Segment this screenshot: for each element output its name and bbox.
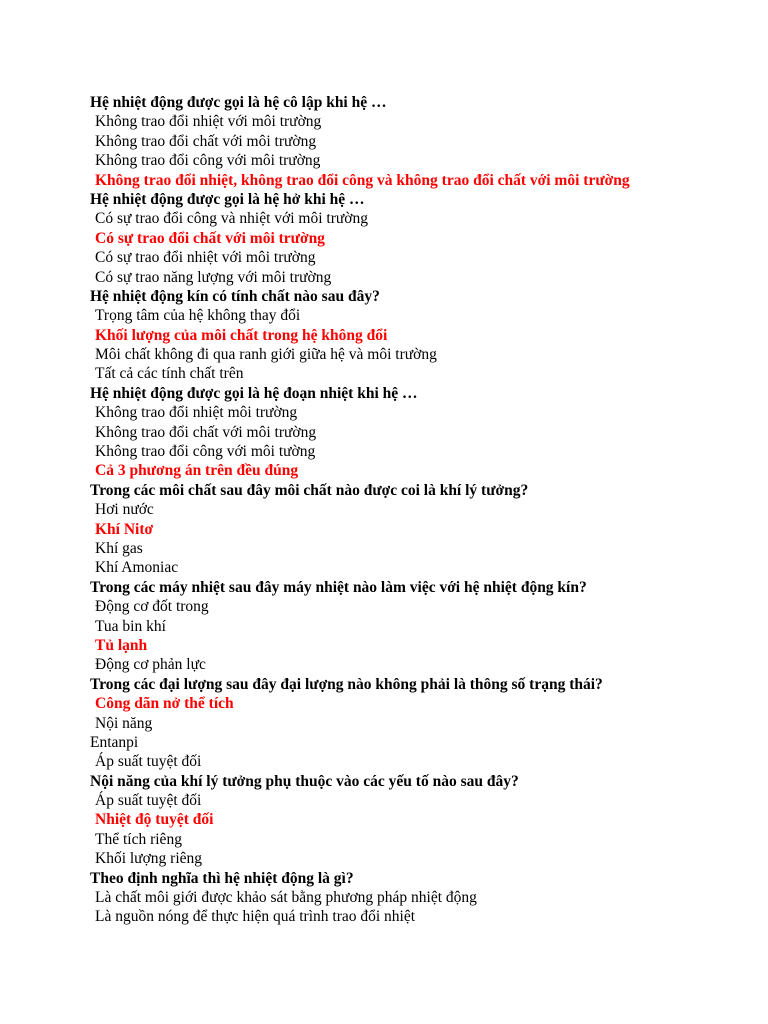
answer-option: Entanpi [90,733,139,751]
correct-answer: Có sự trao đổi chất với môi trường [95,229,325,247]
answer-option: Áp suất tuyệt đối [95,792,202,810]
answer-option: Không trao đổi chất với môi trường [95,423,317,441]
correct-answer: Cả 3 phương án trên đều đúng [95,462,299,480]
answer-option: Tua bin khí [95,617,166,635]
correct-answer: Khối lượng của môi chất trong hệ không đổi [95,326,388,344]
question-7: Trong các đại lượng sau đây đại lượng nào không phải là thông số trạng thái? [90,675,603,693]
answer-option: Không trao đổi chất với môi trường [95,132,317,150]
answer-option: Không trao đổi công với môi tường [95,443,316,461]
question-2: Hệ nhiệt động được gọi là hệ hở khi hệ … [90,190,365,208]
answer-option: Trọng tâm của hệ không thay đổi [95,307,301,325]
question-5: Trong các môi chất sau đây môi chất nào được coi là khí lý tưởng? [90,481,529,499]
answer-option: Là nguồn nóng để thực hiện quá trình trao đổi nhiệt [95,908,416,926]
answer-option: Không trao đổi công với môi trường [95,152,321,170]
correct-answer: Khí Nitơ [95,520,154,538]
answer-option: Tất cả các tính chất trên [95,365,244,383]
correct-answer: Công dãn nở thể tích [95,695,234,713]
answer-option: Khí Amoniac [95,559,179,577]
answer-option: Hơi nước [95,501,154,519]
question-1: Hệ nhiệt động được gọi là hệ cô lập khi hệ … [90,94,387,111]
correct-answer: Nhiệt độ tuyệt đối [95,811,214,829]
question-3: Hệ nhiệt động kín có tính chất nào sau đây? [90,287,380,305]
answer-option: Không trao đổi nhiệt môi trường [95,404,298,422]
question-8: Nội năng của khí lý tưởng phụ thuộc vào các yếu tố nào sau đây? [90,772,519,790]
answer-option: Có sự trao đổi công và nhiệt với môi trường [95,210,368,228]
answer-option: Áp suất tuyệt đối [95,753,202,771]
answer-option: Nội năng [95,714,153,732]
answer-option: Môi chất không đi qua ranh giới giữa hệ và môi trường [95,346,437,364]
answer-option: Là chất môi giới được khảo sát bằng phương pháp nhiệt động [95,889,477,907]
correct-answer: Không trao đổi nhiệt, không trao đổi công và không trao đổi chất với môi trường [95,171,630,189]
question-9: Theo định nghĩa thì hệ nhiệt động là gì? [90,869,354,887]
answer-option: Có sự trao năng lượng với môi trường [95,268,332,286]
answer-option: Thể tích riêng [95,830,182,848]
answer-option: Khí gas [95,539,143,557]
correct-answer: Tủ lạnh [95,636,148,654]
answer-option: Không trao đổi nhiệt với môi trường [95,113,322,131]
question-4: Hệ nhiệt động được gọi là hệ đoạn nhiệt khi hệ … [90,384,418,402]
answer-option: Có sự trao đổi nhiệt với môi trường [95,249,316,267]
question-6: Trong các máy nhiệt sau đây máy nhiệt nào làm việc với hệ nhiệt động kín? [90,578,587,596]
quiz-document [90,93,750,927]
answer-option: Khối lượng riêng [95,850,203,868]
answer-option: Động cơ phản lực [95,656,206,674]
answer-option: Động cơ đốt trong [95,598,209,616]
